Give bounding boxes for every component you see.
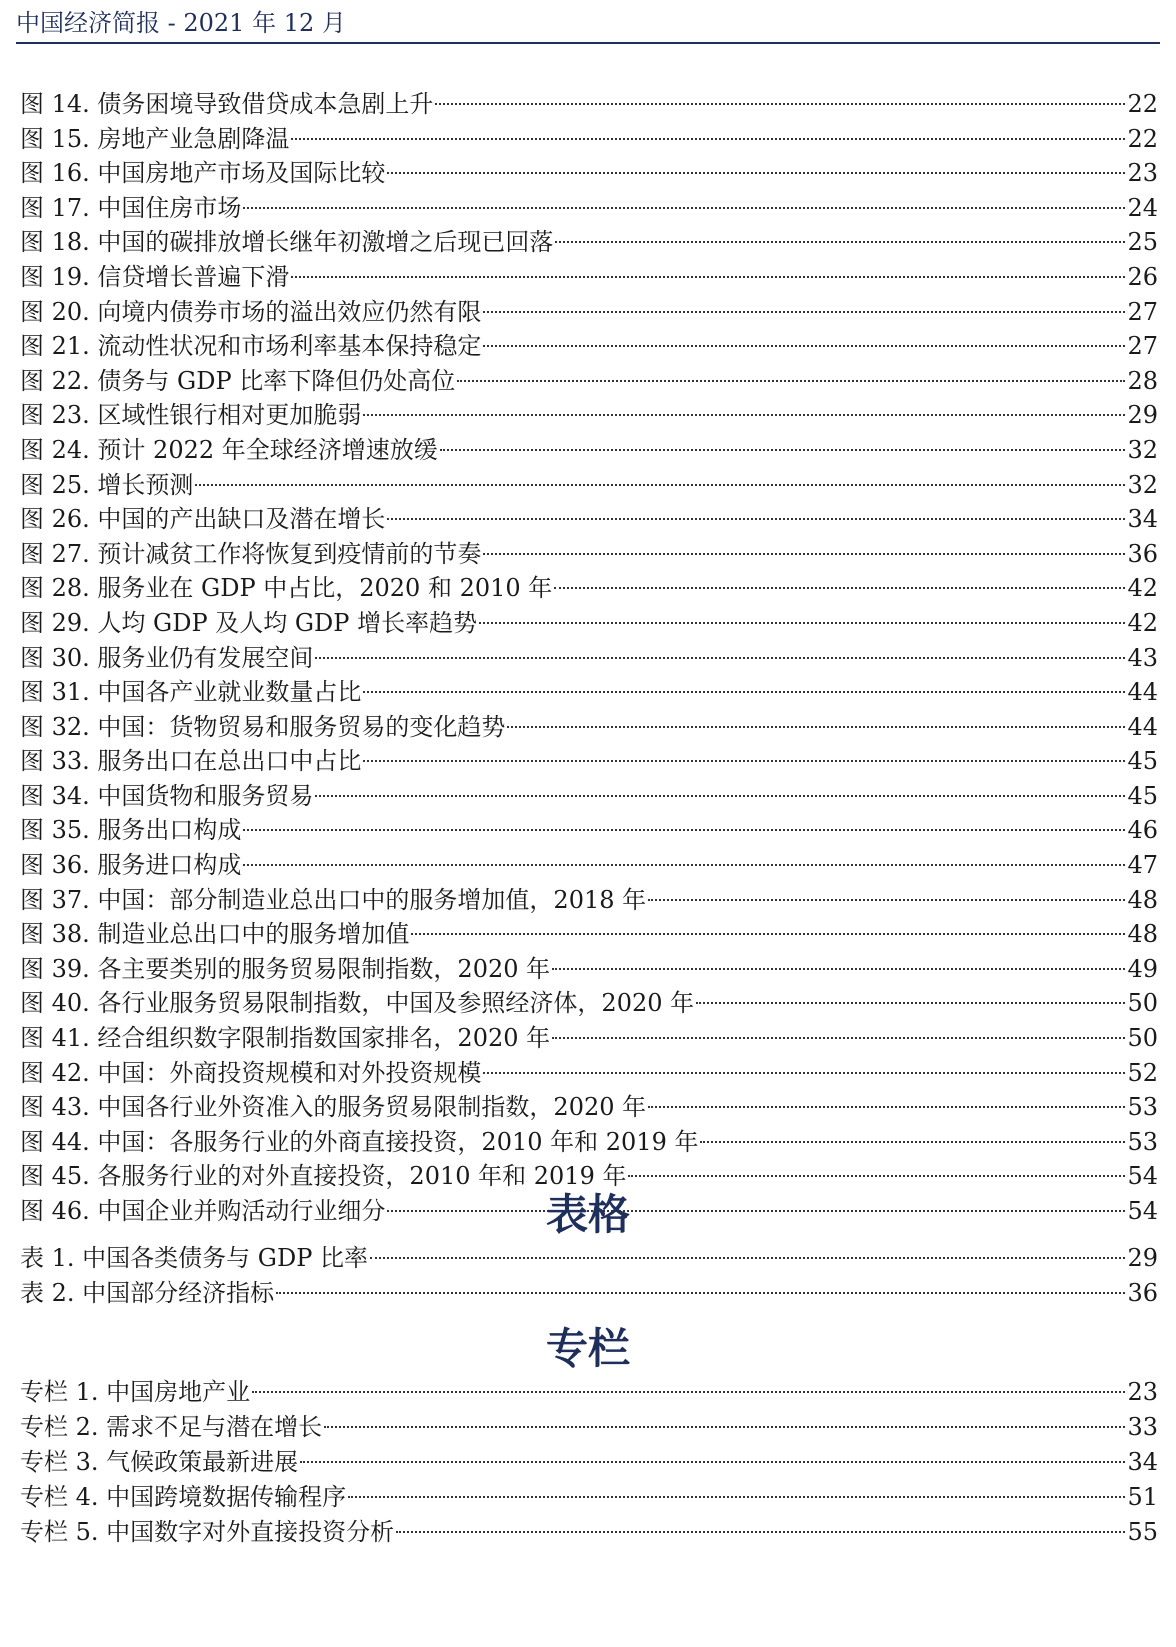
toc-entry-page: 23: [1127, 159, 1158, 188]
toc-entry-title: 图 25. 增长预测: [20, 470, 194, 499]
toc-entry-page: 44: [1127, 712, 1158, 741]
toc-entry[interactable]: [20, 1159, 1158, 1194]
toc-entry-title: 图 18. 中国的碳排放增长继年初激增之后现已回落: [20, 228, 554, 257]
toc-entry-title: 图 34. 中国货物和服务贸易: [20, 781, 314, 810]
boxes-list: [20, 1375, 1158, 1550]
toc-entry[interactable]: [20, 1445, 1158, 1480]
dot-leader: [440, 449, 1126, 451]
toc-entry[interactable]: [20, 260, 1158, 295]
toc-entry[interactable]: [20, 606, 1158, 641]
toc-entry[interactable]: [20, 1480, 1158, 1515]
toc-entry-title: 图 16. 中国房地产市场及国际比较: [20, 159, 386, 188]
toc-entry[interactable]: [20, 1241, 1158, 1276]
toc-entry[interactable]: [20, 398, 1158, 433]
toc-entry-title: 图 40. 各行业服务贸易限制指数，中国及参照经济体，2020 年: [20, 989, 695, 1018]
toc-entry-page: 45: [1127, 747, 1158, 776]
dot-leader: [315, 657, 1125, 659]
toc-entry-page: 43: [1127, 643, 1158, 672]
running-header: 中国经济简报 - 2021 年 12 月: [16, 9, 346, 37]
toc-entry-title: 图 23. 区域性银行相对更加脆弱: [20, 401, 362, 430]
dot-leader: [348, 1496, 1125, 1498]
toc-entry[interactable]: [20, 1125, 1158, 1160]
dot-leader: [552, 968, 1125, 970]
dot-leader: [483, 553, 1125, 555]
dot-leader: [507, 726, 1125, 728]
toc-entry-page: 49: [1127, 954, 1158, 983]
dot-leader: [315, 795, 1125, 797]
tables-section-title: 表格: [545, 1190, 630, 1239]
dot-leader: [648, 899, 1125, 901]
toc-entry-title: 图 17. 中国住房市场: [20, 193, 242, 222]
toc-entry-page: 55: [1127, 1518, 1158, 1546]
toc-entry[interactable]: [20, 191, 1158, 226]
toc-entry-title: 专栏 4. 中国跨境数据传输程序: [20, 1483, 347, 1511]
toc-entry-title: 图 27. 预计减贫工作将恢复到疫情前的节奏: [20, 539, 482, 568]
toc-entry-title: 图 32. 中国：货物贸易和服务贸易的变化趋势: [20, 712, 506, 741]
dot-leader: [628, 1175, 1125, 1177]
toc-entry-page: 54: [1127, 1162, 1158, 1191]
toc-entry[interactable]: [20, 952, 1158, 987]
dot-leader: [555, 241, 1125, 243]
toc-entry[interactable]: [20, 848, 1158, 883]
toc-entry-page: 27: [1127, 332, 1158, 361]
toc-entry[interactable]: [20, 641, 1158, 676]
toc-entry-page: 44: [1127, 678, 1158, 707]
toc-entry-title: 图 22. 债务与 GDP 比率下降但仍处高位: [20, 366, 456, 395]
dot-leader: [300, 1461, 1125, 1463]
toc-entry[interactable]: [20, 1276, 1158, 1311]
toc-entry-title: 专栏 2. 需求不足与潜在增长: [20, 1413, 323, 1441]
figures-list: [20, 87, 1158, 1229]
toc-entry-title: 图 37. 中国：部分制造业总出口中的服务增加值，2018 年: [20, 885, 647, 914]
toc-entry-page: 54: [1127, 1197, 1158, 1225]
toc-entry-page: 50: [1127, 1024, 1158, 1053]
toc-entry-page: 51: [1127, 1483, 1158, 1511]
toc-entry-page: 46: [1127, 816, 1158, 845]
toc-entry-page: 42: [1127, 574, 1158, 603]
toc-entry-page: 22: [1127, 124, 1158, 153]
toc-entry[interactable]: [20, 156, 1158, 191]
toc-entry-title: 图 44. 中国：各服务行业的外商直接投资，2010 年和 2019 年: [20, 1127, 699, 1156]
toc-entry-page: 24: [1127, 193, 1158, 222]
toc-entry-page: 36: [1127, 1279, 1158, 1307]
toc-entry[interactable]: [20, 1515, 1158, 1550]
toc-entry-title: 图 30. 服务业仍有发展空间: [20, 643, 314, 672]
toc-entry-page: 36: [1127, 539, 1158, 568]
dot-leader: [276, 1292, 1125, 1294]
toc-entry-title: 图 24. 预计 2022 年全球经济增速放缓: [20, 435, 438, 464]
dot-leader: [483, 345, 1125, 347]
toc-entry-page: 34: [1127, 1448, 1158, 1476]
toc-entry-title: 图 20. 向境内债券市场的溢出效应仍然有限: [20, 297, 482, 326]
dot-leader: [387, 172, 1125, 174]
dot-leader: [552, 1037, 1125, 1039]
toc-entry-page: 53: [1127, 1127, 1158, 1156]
toc-entry-page: 26: [1127, 262, 1158, 291]
toc-entry[interactable]: [20, 1021, 1158, 1056]
toc-entry[interactable]: [20, 537, 1158, 572]
dot-leader: [457, 380, 1125, 382]
toc-entry[interactable]: [20, 710, 1158, 745]
toc-entry-page: 45: [1127, 781, 1158, 810]
dot-leader: [396, 1531, 1125, 1533]
toc-entry-page: 29: [1127, 1244, 1158, 1272]
dot-leader: [387, 518, 1125, 520]
toc-entry[interactable]: [20, 917, 1158, 952]
toc-entry-title: 专栏 1. 中国房地产业: [20, 1378, 251, 1406]
toc-entry-title: 图 15. 房地产业急剧降温: [20, 124, 290, 153]
toc-entry-page: 28: [1127, 366, 1158, 395]
toc-entry[interactable]: [20, 1056, 1158, 1091]
toc-entry-title: 图 43. 中国各行业外资准入的服务贸易限制指数，2020 年: [20, 1093, 647, 1122]
dot-leader: [324, 1426, 1125, 1428]
toc-entry-page: 27: [1127, 297, 1158, 326]
toc-entry-page: 25: [1127, 228, 1158, 257]
toc-entry[interactable]: [20, 87, 1158, 122]
toc-entry-title: 专栏 3. 气候政策最新进展: [20, 1448, 299, 1476]
toc-entry-page: 23: [1127, 1378, 1158, 1406]
boxes-section-title: 专栏: [545, 1324, 630, 1373]
toc-entry-title: 图 26. 中国的产出缺口及潜在增长: [20, 505, 386, 534]
toc-entry[interactable]: [20, 744, 1158, 779]
dot-leader: [243, 207, 1125, 209]
dot-leader: [363, 414, 1125, 416]
dot-leader: [291, 276, 1125, 278]
toc-entry[interactable]: [20, 433, 1158, 468]
toc-entry[interactable]: [20, 1375, 1158, 1410]
toc-entry-title: 图 46. 中国企业并购活动行业细分: [20, 1197, 386, 1225]
toc-entry[interactable]: [20, 502, 1158, 537]
toc-entry-title: 图 31. 中国各产业就业数量占比: [20, 678, 362, 707]
toc-entry-title: 表 1. 中国各类债务与 GDP 比率: [20, 1244, 368, 1272]
toc-entry[interactable]: [20, 779, 1158, 814]
toc-entry-page: 47: [1127, 851, 1158, 880]
dot-leader: [479, 622, 1125, 624]
toc-entry-title: 图 42. 中国：外商投资规模和对外投资规模: [20, 1058, 482, 1087]
toc-entry-title: 图 29. 人均 GDP 及人均 GDP 增长率趋势: [20, 608, 478, 637]
toc-entry-page: 22: [1127, 90, 1158, 118]
toc-entry-page: 33: [1127, 1413, 1158, 1441]
toc-entry-page: 53: [1127, 1093, 1158, 1122]
dot-leader: [291, 138, 1125, 140]
dot-leader: [363, 691, 1125, 693]
toc-entry-page: 32: [1127, 435, 1158, 464]
toc-entry[interactable]: [20, 122, 1158, 157]
toc-entry-title: 图 19. 信贷增长普遍下滑: [20, 262, 290, 291]
dot-leader: [363, 760, 1125, 762]
dot-leader: [700, 1141, 1125, 1143]
toc-entry[interactable]: [20, 813, 1158, 848]
toc-entry-page: 48: [1127, 920, 1158, 949]
dot-leader: [483, 1072, 1125, 1074]
toc-entry-title: 专栏 5. 中国数字对外直接投资分析: [20, 1518, 395, 1546]
toc-entry[interactable]: [20, 225, 1158, 260]
toc-entry[interactable]: [20, 468, 1158, 503]
dot-leader: [435, 103, 1125, 105]
toc-entry[interactable]: [20, 1410, 1158, 1445]
toc-entry-title: 图 45. 各服务行业的对外直接投资，2010 年和 2019 年: [20, 1162, 627, 1191]
dot-leader: [252, 1391, 1125, 1393]
dot-leader: [243, 829, 1125, 831]
tables-list: [20, 1241, 1158, 1311]
toc-entry[interactable]: [20, 986, 1158, 1021]
toc-entry[interactable]: [20, 1090, 1158, 1125]
toc-entry-title: 图 35. 服务出口构成: [20, 816, 242, 845]
toc-entry-title: 图 36. 服务进口构成: [20, 851, 242, 880]
toc-entry[interactable]: [20, 295, 1158, 330]
dot-leader: [696, 1002, 1125, 1004]
toc-entry[interactable]: [20, 571, 1158, 606]
dot-leader: [243, 864, 1125, 866]
toc-entry-page: 29: [1127, 401, 1158, 430]
dot-leader: [648, 1106, 1125, 1108]
toc-entry-page: 34: [1127, 505, 1158, 534]
toc-entry[interactable]: [20, 364, 1158, 399]
dot-leader: [554, 587, 1125, 589]
dot-leader: [411, 933, 1125, 935]
toc-entry-page: 52: [1127, 1058, 1158, 1087]
dot-leader: [195, 484, 1125, 486]
toc-entry-title: 图 28. 服务业在 GDP 中占比，2020 和 2010 年: [20, 574, 553, 603]
toc-entry-title: 图 14. 债务困境导致借贷成本急剧上升: [20, 90, 434, 118]
toc-entry[interactable]: [20, 329, 1158, 364]
toc-entry-title: 图 39. 各主要类别的服务贸易限制指数，2020 年: [20, 954, 551, 983]
toc-entry[interactable]: [20, 883, 1158, 918]
toc-entry-page: 50: [1127, 989, 1158, 1018]
toc-entry-title: 图 21. 流动性状况和市场利率基本保持稳定: [20, 332, 482, 361]
toc-entry-title: 图 41. 经合组织数字限制指数国家排名，2020 年: [20, 1024, 551, 1053]
toc-entry-page: 48: [1127, 885, 1158, 914]
toc-entry-page: 42: [1127, 608, 1158, 637]
dot-leader: [370, 1257, 1125, 1259]
toc-entry-title: 图 33. 服务出口在总出口中占比: [20, 747, 362, 776]
toc-entry-title: 图 38. 制造业总出口中的服务增加值: [20, 920, 410, 949]
toc-entry-title: 表 2. 中国部分经济指标: [20, 1279, 275, 1307]
dot-leader: [483, 311, 1125, 313]
toc-entry-page: 32: [1127, 470, 1158, 499]
header-rule: [16, 42, 1160, 44]
toc-entry[interactable]: [20, 675, 1158, 710]
